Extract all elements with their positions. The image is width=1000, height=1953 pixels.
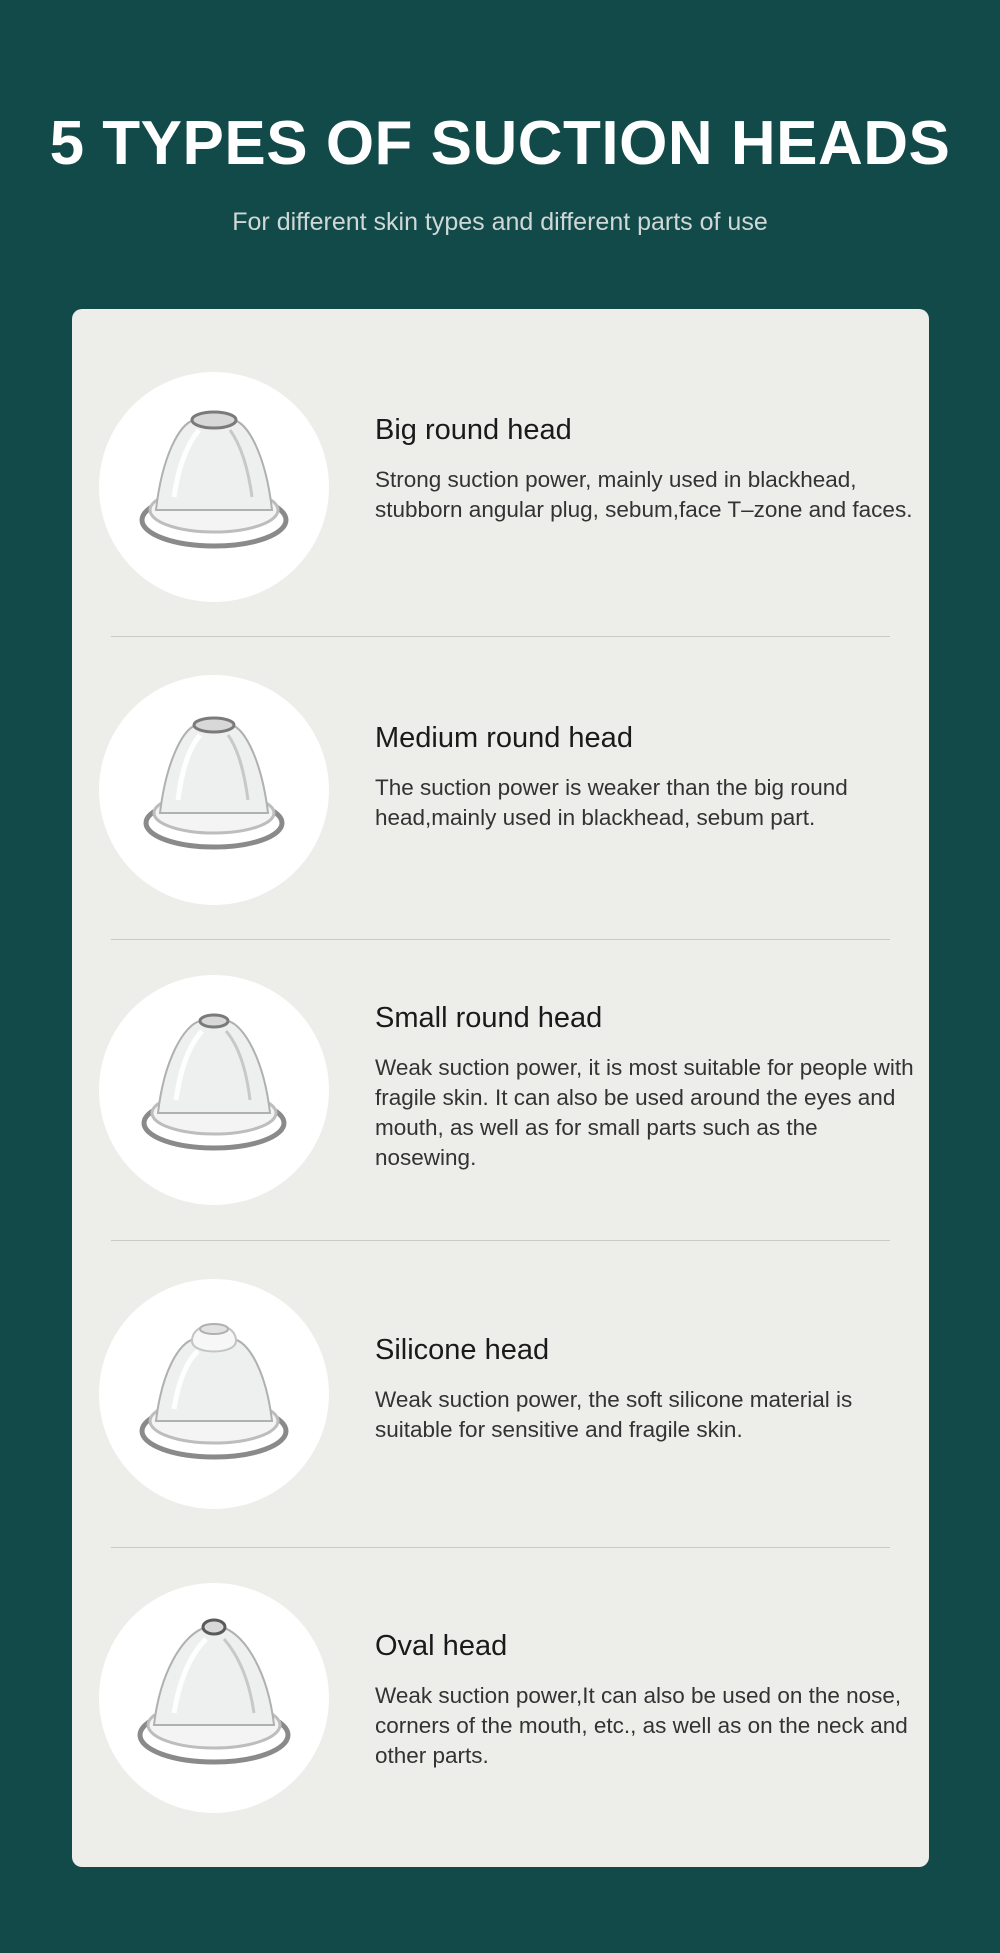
head-title: Big round head xyxy=(375,414,572,446)
suction-heads-card xyxy=(72,309,929,1867)
head-description: Weak suction power, it is most suitable for people with fragile skin. It can also be used around the eyes and mouth, as well as for small parts such as the nosewing. xyxy=(375,1055,914,1170)
divider xyxy=(111,1547,890,1548)
page-title: 5 TYPES OF SUCTION HEADS xyxy=(49,109,951,178)
head-title: Medium round head xyxy=(375,722,633,754)
divider xyxy=(111,636,890,637)
oval-suction-head-icon xyxy=(99,1583,329,1813)
big-round-suction-head-icon xyxy=(99,372,329,602)
page-subtitle: For different skin types and different parts of use xyxy=(232,208,768,236)
head-description: Weak suction power,It can also be used on the nose, corners of the mouth, etc., as well as on the neck and other parts. xyxy=(375,1683,908,1768)
divider xyxy=(111,1240,890,1241)
head-title: Oval head xyxy=(375,1630,508,1662)
divider xyxy=(111,939,890,940)
head-description: The suction power is weaker than the big round head,mainly used in blackhead, sebum part. xyxy=(375,775,848,830)
head-description: Strong suction power, mainly used in blackhead, stubborn angular plug, sebum,face T–zone and faces. xyxy=(375,467,913,522)
head-title: Silicone head xyxy=(375,1334,550,1366)
head-description: Weak suction power, the soft silicone material is suitable for sensitive and fragile skin. xyxy=(375,1387,853,1442)
small-round-suction-head-icon xyxy=(99,975,329,1205)
medium-round-suction-head-icon xyxy=(99,675,329,905)
head-title: Small round head xyxy=(375,1002,603,1034)
silicone-suction-head-icon xyxy=(99,1279,329,1509)
